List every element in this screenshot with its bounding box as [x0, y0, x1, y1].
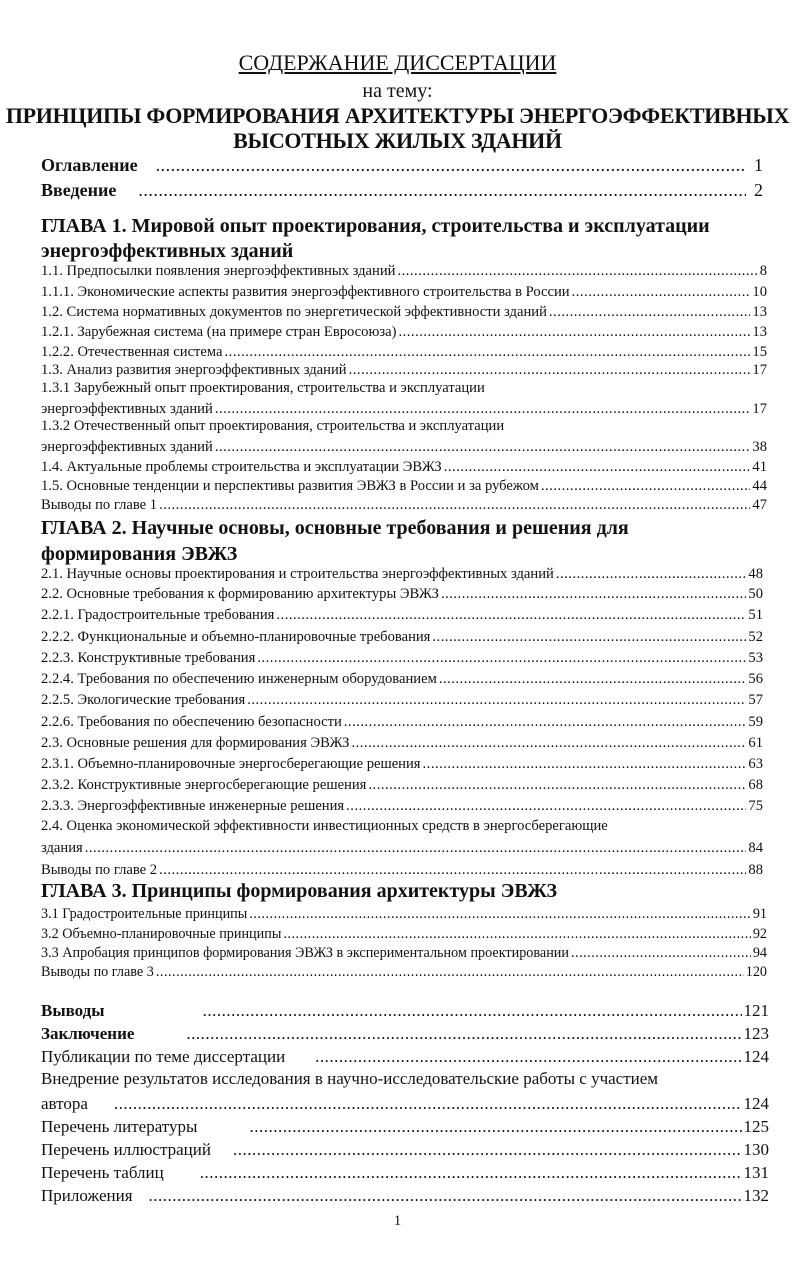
toc-entry	[41, 497, 767, 514]
toc-entry	[41, 1024, 769, 1044]
toc-leader	[159, 497, 750, 514]
toc-entry-page: 17	[752, 362, 767, 378]
toc-entry-label: 2.2. Основные требования к формированию архитектуры ЭВЖЗ	[41, 586, 439, 602]
toc-entry-page: 124	[743, 1094, 769, 1113]
toc-entry	[41, 586, 763, 603]
toc-entry-page: 63	[748, 756, 763, 772]
toc-entry	[41, 964, 767, 981]
toc-entry-page: 56	[748, 671, 763, 687]
toc-leader	[138, 180, 746, 201]
document-subtitle: на тему:	[362, 80, 433, 102]
toc-entry-label-line-1: 1.3.2 Отечественный опыт проектирования, строительства и эксплуатации	[41, 418, 505, 434]
chapter-2-title-line-1: ГЛАВА 2. Научные основы, основные требования и решения для	[41, 517, 629, 539]
toc-entry	[41, 1117, 769, 1137]
toc-leader	[283, 926, 750, 943]
toc-entry-contents	[41, 155, 763, 176]
chapter-3-title: ГЛАВА 3. Принципы формирования архитектуры ЭВЖЗ	[41, 880, 557, 902]
toc-entry-page: 48	[748, 566, 763, 582]
toc-entry-label: Оглавление	[41, 155, 138, 175]
toc-entry-label-line-1: 2.4. Оценка экономической эффективности инвестиционных средств в энергосберегающие	[41, 818, 608, 834]
toc-entry-page: 91	[752, 906, 767, 922]
toc-leader	[159, 862, 746, 879]
toc-leader	[215, 439, 751, 456]
toc-entry-page: 13	[752, 304, 767, 320]
toc-leader	[200, 1163, 742, 1183]
toc-leader	[315, 1047, 741, 1067]
toc-entry-page: 57	[748, 692, 763, 708]
toc-entry-page: 1	[754, 155, 763, 175]
toc-entry-page: 41	[752, 459, 767, 475]
toc-entry-label: 1.5. Основные тенденции и перспективы развития ЭВЖЗ в России и за рубежом	[41, 478, 539, 494]
toc-entry	[41, 862, 763, 879]
toc-entry-page: 94	[752, 945, 767, 961]
toc-entry	[41, 1186, 769, 1206]
toc-entry	[41, 1001, 769, 1021]
toc-entry	[41, 798, 763, 815]
toc-entry-page: 59	[748, 714, 763, 730]
toc-leader	[156, 964, 744, 981]
toc-entry	[41, 304, 767, 321]
toc-leader	[203, 1001, 742, 1021]
toc-entry-page: 13	[752, 324, 767, 340]
toc-entry-page: 92	[752, 926, 767, 942]
toc-entry-label: Введение	[41, 180, 117, 200]
toc-entry-label: Перечень литературы	[41, 1117, 198, 1136]
topic-line-2: ВЫСОТНЫХ ЖИЛЫХ ЗДАНИЙ	[233, 128, 562, 153]
chapter-2-title-line-2: формирования ЭВЖЗ	[41, 543, 238, 565]
toc-entry-page: 52	[748, 629, 763, 645]
toc-entry	[41, 671, 763, 688]
toc-entry-label: 2.2.3. Конструктивные требования	[41, 650, 256, 666]
toc-entry-page: 120	[745, 964, 767, 980]
toc-leader	[233, 1140, 742, 1160]
toc-entry-label: 2.3.3. Энергоэффективные инженерные решения	[41, 798, 345, 814]
toc-entry-label: 3.2 Объемно-планировочные принципы	[41, 926, 282, 942]
toc-entry-label: здания	[41, 840, 83, 856]
toc-entry	[41, 735, 763, 752]
toc-leader	[247, 692, 746, 709]
toc-entry-label: 1.2.1. Зарубежная система (на примере стран Евросоюза)	[41, 324, 397, 340]
toc-leader	[352, 735, 747, 752]
toc-entry-page: 53	[748, 650, 763, 666]
toc-entry-page: 75	[748, 798, 763, 814]
toc-entry-label: Выводы по главе 1	[41, 497, 158, 513]
toc-entry	[41, 945, 767, 962]
toc-leader	[276, 607, 746, 624]
toc-entry-label: 1.3. Анализ развития энергоэффективных зданий	[41, 362, 347, 378]
toc-entry-label: 3.3 Апробация принципов формирования ЭВЖЗ в экспериментальном проектировании	[41, 945, 569, 961]
toc-entry-page: 15	[752, 344, 767, 360]
toc-entry	[41, 629, 763, 646]
toc-leader	[346, 798, 746, 815]
toc-entry-label: 2.3.2. Конструктивные энергосберегающие решения	[41, 777, 367, 793]
toc-entry	[41, 840, 763, 857]
toc-entry-page: 131	[743, 1163, 769, 1182]
toc-entry-label: 2.3. Основные решения для формирования ЭВЖЗ	[41, 735, 350, 751]
toc-entry-label-line-1: 1.3.1 Зарубежный опыт проектирования, строительства и эксплуатации	[41, 380, 485, 396]
toc-entry-label: Приложения	[41, 1186, 133, 1205]
toc-entry-page: 61	[748, 735, 763, 751]
toc-entry	[41, 324, 767, 341]
toc-entry	[41, 692, 763, 709]
toc-entry	[41, 1094, 769, 1114]
toc-entry	[41, 263, 767, 280]
toc-entry	[41, 439, 767, 456]
toc-leader	[432, 629, 746, 646]
toc-entry	[41, 926, 767, 943]
toc-entry	[41, 284, 767, 301]
toc-leader	[572, 284, 751, 301]
toc-entry-label: энергоэффективных зданий	[41, 439, 213, 455]
toc-entry-label: 1.2.2. Отечественная система	[41, 344, 223, 360]
toc-entry-page: 10	[752, 284, 767, 300]
toc-entry	[41, 777, 763, 794]
toc-entry-label: Перечень таблиц	[41, 1163, 164, 1182]
toc-entry-page: 121	[743, 1001, 769, 1020]
toc-leader	[368, 777, 746, 794]
toc-entry-page: 88	[748, 862, 763, 878]
toc-leader	[149, 1186, 742, 1206]
toc-entry	[41, 362, 767, 379]
toc-entry-label: 2.2.2. Функциональные и объемно-планировочные требования	[41, 629, 431, 645]
toc-leader	[257, 650, 746, 667]
toc-leader	[114, 1094, 742, 1114]
toc-entry-label: 1.1. Предпосылки появления энергоэффективных зданий	[41, 263, 396, 279]
toc-leader	[249, 906, 751, 923]
toc-leader	[439, 671, 747, 688]
toc-entry	[41, 906, 767, 923]
toc-entry-label: автора	[41, 1094, 88, 1113]
toc-entry	[41, 714, 763, 731]
toc-leader	[225, 344, 751, 361]
toc-leader	[249, 1117, 741, 1137]
toc-entry-label: 2.2.4. Требования по обеспечению инженерным оборудованием	[41, 671, 437, 687]
toc-entry-page: 51	[748, 607, 763, 623]
page-number: 1	[393, 1213, 402, 1229]
toc-leader	[397, 263, 757, 280]
toc-entry	[41, 1140, 769, 1160]
toc-entry-page: 47	[752, 497, 767, 513]
toc-entry-label: Выводы по главе 3	[41, 964, 154, 980]
toc-entry	[41, 478, 767, 495]
toc-leader	[423, 756, 747, 773]
toc-entry-page: 50	[748, 586, 763, 602]
toc-entry-label: Перечень иллюстраций	[41, 1140, 211, 1159]
toc-entry-introduction	[41, 180, 763, 201]
toc-entry	[41, 1047, 769, 1067]
toc-entry-page: 123	[743, 1024, 769, 1043]
toc-leader	[156, 155, 746, 176]
toc-entry-page: 2	[754, 180, 763, 200]
toc-leader	[349, 362, 751, 379]
toc-leader	[441, 586, 746, 603]
toc-entry	[41, 756, 763, 773]
toc-leader	[549, 304, 751, 321]
toc-leader	[571, 945, 751, 962]
toc-entry-label: 2.2.5. Экологические требования	[41, 692, 246, 708]
toc-entry	[41, 607, 763, 624]
toc-leader	[215, 401, 751, 418]
toc-entry-label-line-1: Внедрение результатов исследования в научно-исследовательские работы с участием	[41, 1069, 659, 1088]
toc-entry	[41, 459, 767, 476]
toc-leader	[444, 459, 751, 476]
toc-leader	[398, 324, 750, 341]
toc-entry-page: 38	[752, 439, 767, 455]
toc-entry-page: 8	[759, 263, 767, 279]
toc-entry-label: Публикации по теме диссертации	[41, 1047, 286, 1066]
toc-entry-label: 1.2. Система нормативных документов по энергетической эффективности зданий	[41, 304, 547, 320]
toc-entry-label: 2.2.1. Градостроительные требования	[41, 607, 275, 623]
toc-entry-page: 44	[752, 478, 767, 494]
toc-entry	[41, 650, 763, 667]
chapter-1-title-line-2: энергоэффективных зданий	[41, 240, 294, 262]
toc-entry-label: Выводы	[41, 1001, 105, 1020]
topic-line-1: ПРИНЦИПЫ ФОРМИРОВАНИЯ АРХИТЕКТУРЫ ЭНЕРГОЭФФЕКТИВНЫХ	[5, 103, 790, 128]
toc-entry-page: 132	[743, 1186, 769, 1205]
toc-entry-label: Выводы по главе 2	[41, 862, 158, 878]
toc-entry-label: 3.1 Градостроительные принципы	[41, 906, 248, 922]
toc-entry-page: 68	[748, 777, 763, 793]
toc-entry	[41, 344, 767, 361]
toc-entry-label: энергоэффективных зданий	[41, 401, 213, 417]
toc-entry-label: Заключение	[41, 1024, 135, 1043]
toc-leader	[85, 840, 747, 857]
toc-leader	[344, 714, 747, 731]
toc-entry	[41, 401, 767, 418]
chapter-1-title-line-1: ГЛАВА 1. Мировой опыт проектирования, строительства и эксплуатации	[41, 215, 710, 237]
toc-leader	[541, 478, 751, 495]
toc-leader	[186, 1024, 741, 1044]
toc-entry-page: 124	[743, 1047, 769, 1066]
toc-entry-label: 1.1.1. Экономические аспекты развития энергоэффективного строительства в России	[41, 284, 570, 300]
toc-entry-label: 2.2.6. Требования по обеспечению безопасности	[41, 714, 342, 730]
toc-entry-label: 2.3.1. Объемно-планировочные энергосберегающие решения	[41, 756, 421, 772]
document-title: СОДЕРЖАНИЕ ДИССЕРТАЦИИ	[238, 50, 557, 75]
toc-entry	[41, 566, 763, 583]
toc-entry-label: 2.1. Научные основы проектирования и строительства энергоэффективных зданий	[41, 566, 554, 582]
toc-entry-page: 84	[748, 840, 763, 856]
toc-entry-page: 17	[752, 401, 767, 417]
toc-entry-page: 125	[743, 1117, 769, 1136]
toc-entry-page: 130	[743, 1140, 769, 1159]
toc-entry	[41, 1163, 769, 1183]
toc-leader	[556, 566, 747, 583]
toc-entry-label: 1.4. Актуальные проблемы строительства и эксплуатации ЭВЖЗ	[41, 459, 442, 475]
